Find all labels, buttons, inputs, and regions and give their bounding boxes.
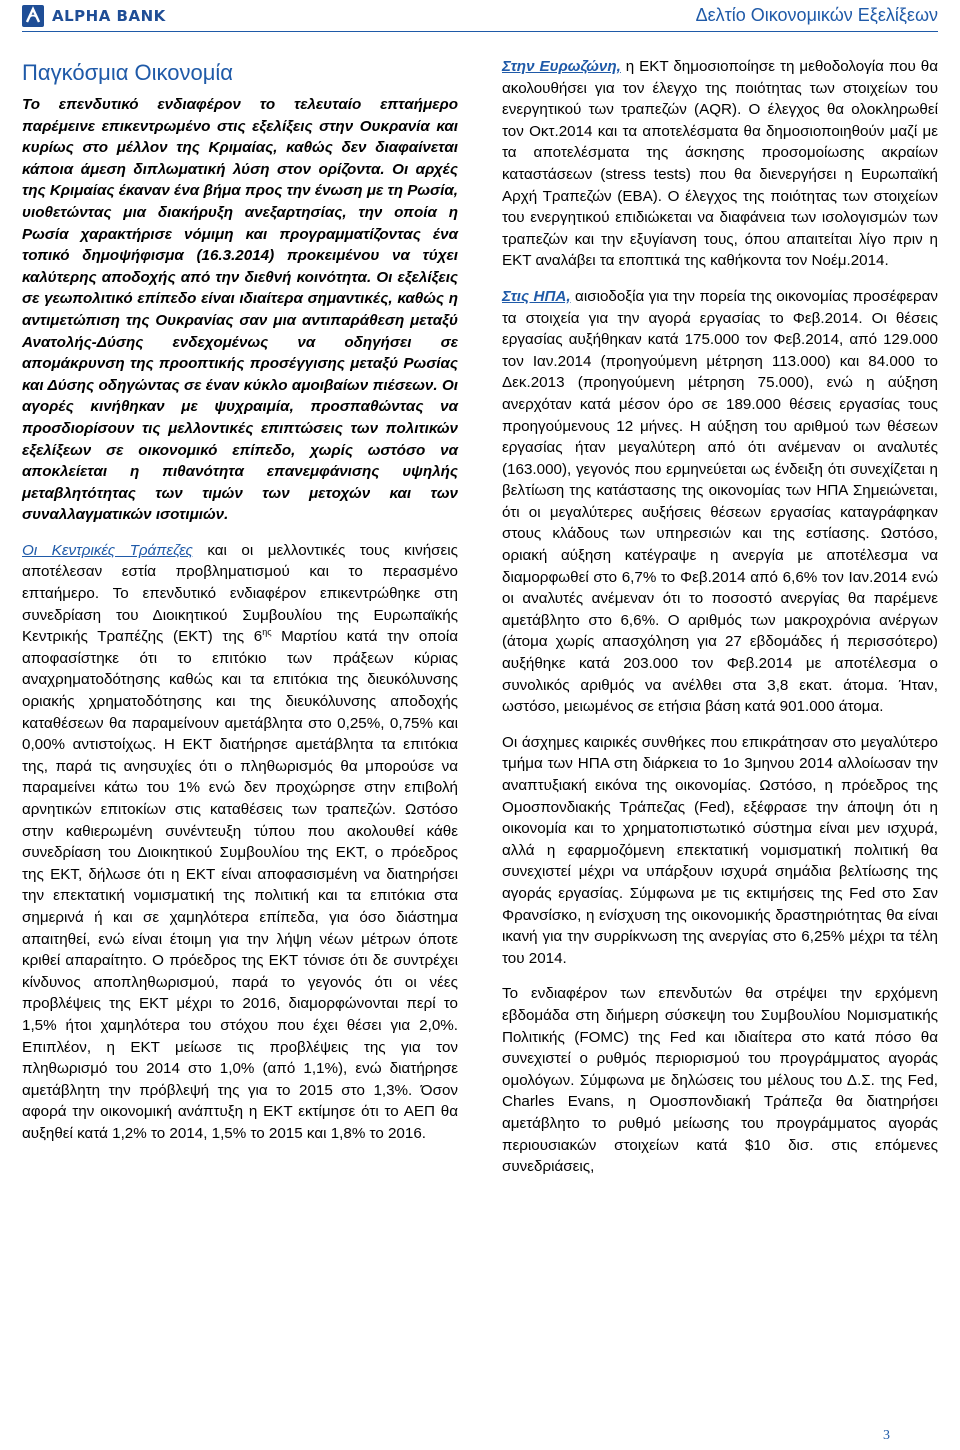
ordinal-suffix: ης <box>262 627 272 638</box>
central-banks-paragraph <box>22 540 458 1145</box>
alpha-bank-logo <box>22 4 166 28</box>
usa-paragraph <box>502 286 938 718</box>
weather-fed-paragraph: Οι άσχημες καιρικές συνθήκες που επικράτησαν στο μεγαλύτερο τμήμα των ΗΠΑ στη διάρκεια το 1ο 3μηνου 2014 αλλοίωσαν την αναπτυξιακή εικόνα της οικονομίας. Ωστόσο, η πρόεδρος της Ομοσπονδιακής Τράπεζας (Fed), εξέφρασε την άποψη ότι η οικονομία και το χρηματοπιστωτικό σύστημα είναι μεν ισχυρά, αλλά η εφαρμοζόμενη επεκτατική νομισματική πολιτική θα συνεχιστεί μέχρι να υπάρξουν ισχυρά σημάδια βελτίωσης της αγοράς εργασίας. Σύμφωνα με τις εκτιμήσεις της Fed στο Σαν Φρανσίσκο, η ενίσχυση της οικονομικής δραστηριότητας θα είναι ικανή για την συρρίκνωση της ανεργίας στο 6,25% μέχρι τα τέλη του 2014. <box>502 733 938 967</box>
left-column <box>22 56 458 1159</box>
eurozone-paragraph <box>502 56 938 272</box>
central-banks-text-a: και οι μελλοντικές τους κινήσεις αποτέλεσαν εστία προβληματισμού και το περασμένο επταήμερο. Το επενδυτικό ενδιαφέρον επικεντρώθηκε στη συνεδρίαση του Διοικητικού Συμβουλίου της Ευρωπαϊκής Κεντρικής Τραπέζης (ΕΚΤ) της 6 <box>22 541 458 646</box>
eurozone-text: η ΕΚΤ δημοσιοποίησε τη μεθοδολογία που θα ακολουθήσει για τον έλεγχο της ποιότητας των στοιχείων του ενεργητικού των τραπεζών (AQR). Ο έλεγχος θα ολοκληρωθεί τον Οκτ.2014 και τα αποτελέσματα θα δημοσιοποιηθούν μαζί με τα αποτελέσματα της άσκησης προσομοίωσης ακραίων καταστάσεων (stress tests) που θα διενεργήσει η Ευρωπαϊκή Αρχή Τραπεζών (ΕΒΑ). Ο έλεγχος της ποιότητας των στοιχείων του ενεργητικού επιδιώκεται να διαφάνεια των ισολογισμών των τραπεζών και την εξυγίανση τους, όπου απαιτείται λίγο πριν η ΕΚΤ αναλάβει τα εποπτικά της καθήκοντα τον Νοέμ.2014. <box>502 58 938 270</box>
eurozone-lead: Στην Ευρωζώνη, <box>502 58 621 75</box>
bulletin-title: Δελτίο Οικονομικών Εξελίξεων <box>695 5 938 25</box>
intro-paragraph: Το επενδυτικό ενδιαφέρον το τελευταίο επταήμερο παρέμεινε επικεντρωμένο στις εξελίξεις στην Ουκρανία και κυρίως στο μέλλον της Κριμαίας, καθώς δεν διαφαίνεται κάποια άμεση διπλωματική λύση στον ορίζοντα. Οι αρχές της Κριμαίας έκαναν ένα βήμα προς την ένωση με τη Ρωσία, υιοθετώντας μια διακήρυξη ανεξαρτησίας, την οποία η Ρωσία χαρακτήρισε νόμιμη και προγραμματίζοντας ένα τοπικό δημοψήφισμα (16.3.2014) προκειμένου να τύχει καλύτερης αποδοχής από την διεθνή κοινότητα. Οι εξελίξεις σε γεωπολιτικό επίπεδο είναι ιδιαίτερα σημαντικές, καθώς η αντιμετώπιση της Ουκρανίας σαν μια αντιπαράθεση μεταξύ Ανατολής-Δύσης ενδεχομένως να οδηγήσει σε απομάκρυνση της προοπτικής προσέγγισης μεταξύ Ρωσίας και Δύσης οδηγώντας σε έναν κύκλο αμοιβαίων πιέσεων. Οι αγορές κινήθηκαν με ψυχραιμία, προσπαθώντας να προσδιορίσουν τις μελλοντικές επιπτώσεις των πολιτικών εξελίξεων σε οικονομικό επίπεδο, χωρίς ωστόσο να αποκλείεται η πιθανότητα επανεμφάνισης υψηλής μεταβλητότητας των τιμών των μετοχών και των συναλλαγματικών ισοτιμιών. <box>22 96 458 524</box>
right-column <box>502 56 938 1192</box>
page-number: 3 <box>883 1428 890 1443</box>
usa-lead: Στις ΗΠΑ, <box>502 287 571 305</box>
section-title: Παγκόσμια Οικονομία <box>22 60 234 85</box>
alpha-logo-icon <box>22 5 44 27</box>
header-divider <box>22 31 938 32</box>
page-header <box>0 0 960 32</box>
central-banks-text-b: Μαρτίου κατά την οποία αποφασίστηκε ότι το επιτόκιο των πράξεων κύριας αναχρηματοδότησης καθώς και τα επιτόκια της διευκόλυνσης οριακής χρηματοδότησης και της διευκόλυνσης αποδοχής καταθέσεων θα παραμείνουν αμετάβλητα στο 0,25%, 0,75% και 0,00% αντιστοίχως. Η ΕΚΤ διατήρησε αμετάβλητα τα επιτόκια της, παρά τις ανησυχίες ότι ο πληθωρισμός θα μπορούσε να παραμείνει κάτω του 1% ενώ δεν προχώρησε στην επιβολή αρνητικών επιτοκίων στις καταθέσεις των τραπεζών. Ωστόσο στην καθιερωμένη συνέντευξη τύπου που ακολουθεί κάθε συνεδρίαση του Διοικητικού Συμβουλίου της ΕΚΤ, ο πρόεδρος της ΕΚΤ, δήλωσε ότι η ΕΚΤ είναι αποφασισμένη να διατηρήσει την επεκτατική νομισματική της πολιτική και τα επιτόκια στα σημερινά ή και σε χαμηλότερα επίπεδα, για όσο διάστημα απαιτηθεί, ενώ είναι έτοιμη για την λήψη νέων μέτρων όποτε κριθεί απαραίτητο. Ο πρόεδρος της ΕΚΤ τόνισε ότι δε συντρέχει κίνδυνος αποπληθωρισμού, παρά το γεγονός ότι οι νέες προβλέψεις της ΕΚΤ μέχρι το 2016, διαμορφώνονται περί το 1,5% ήτοι χαμηλότερα του στόχου που έχει θέσει για 2,0%. Επιπλέον, η ΕΚΤ μείωσε τις προβλέψεις της για τον πληθωρισμό του 2014 στο 1,0% (από 1,1%), ενώ διατήρησε αμετάβλητη την πρόβλεψή της για το 2015 στο 1,3%. Όσον αφορά την οικονομική ανάπτυξη η ΕΚΤ εκτίμησε ότι το ΑΕΠ θα αυξηθεί κατά 1,2% το 2014, 1,5% το 2015 και 1,8% το 2016. <box>22 628 458 1142</box>
usa-text: αισιοδοξία για την πορεία της οικονομίας προσέφεραν τα στοιχεία για την αγορά εργασίας το Φεβ.2014. Οι θέσεις εργασίας αυξήθηκαν κατά 175.000 τον Φεβ.2014, από 129.000 τον Ιαν.2014 (προηγούμενη μέτρηση 113.000) και 84.000 το Δεκ.2013 (προηγούμενη μέτρηση 75.000), ενώ η αύξηση ανερχόταν κατά μέσον όρο σε 189.000 θέσεις εργασίας τους προηγούμενους 12 μήνες. Η αύξηση του αριθμού των θέσεων εργασίας ήταν μεγαλύτερη από ότι ανέμεναν οι αναλυτές (163.000), γεγονός που ερμηνεύεται ως ένδειξη ότι συνεχίζεται η βελτίωση της κατάστασης της οικονομίας των ΗΠΑ Σημειώνεται, ότι οι μεγαλύτερες αυξήσεις θέσεων εργασίας καταγράφηκαν στους κλάδους των υπηρεσιών και της εστίασης. Ωστόσο, οριακή αύξηση κατέγραψε η ανεργία με αποτέλεσμα να διαμορφωθεί στο 6,7% το Φεβ.2014 από 6,6% τον Ιαν.2014 ενώ οι αναλυτές ανέμεναν ότι το ποσοστό ανεργίας θα παρέμενε αμετάβλητο στο 6,6%. Ο αριθμός των μακροχρόνια ανέργων (άτομα χωρίς απασχόληση για 27 εβδομάδες ή περισσότερο) αυξήθηκε κατά 203.000 τον Φεβ.2014 με αποτέλεσμα ο συνολικός αριθμός να ανέλθει στα 3,8 εκατ. άτομα. Ήταν, ωστόσο, μειωμένος σε ετήσια βάση κατά 901.000 άτομα. <box>502 287 938 716</box>
central-banks-lead: Οι Κεντρικές Τράπεζες <box>22 541 193 559</box>
fomc-paragraph: Το ενδιαφέρον των επενδυτών θα στρέψει την ερχόμενη εβδομάδα στη διήμερη σύσκεψη του Συμβουλίου Νομισματικής Πολιτικής (FOMC) της Fed και ιδιαίτερα στο κατά πόσο θα συνεχιστεί ο ρυθμός περιορισμού του προγράμματος αγοράς ομολόγων. Σύμφωνα με δηλώσεις του μέλους του Δ.Σ. της Fed, Charles Evans, η Ομοσπονδιακή Τράπεζα θα διατηρήσει αμετάβλητο το ρυθμό μείωσης του προγράμματος αγοράς περιουσιακών στοιχείων κατά $10 δισ. στις επόμενες συνεδριάσεις, <box>502 985 938 1176</box>
logo-text: ALPHA BANK <box>52 7 166 25</box>
